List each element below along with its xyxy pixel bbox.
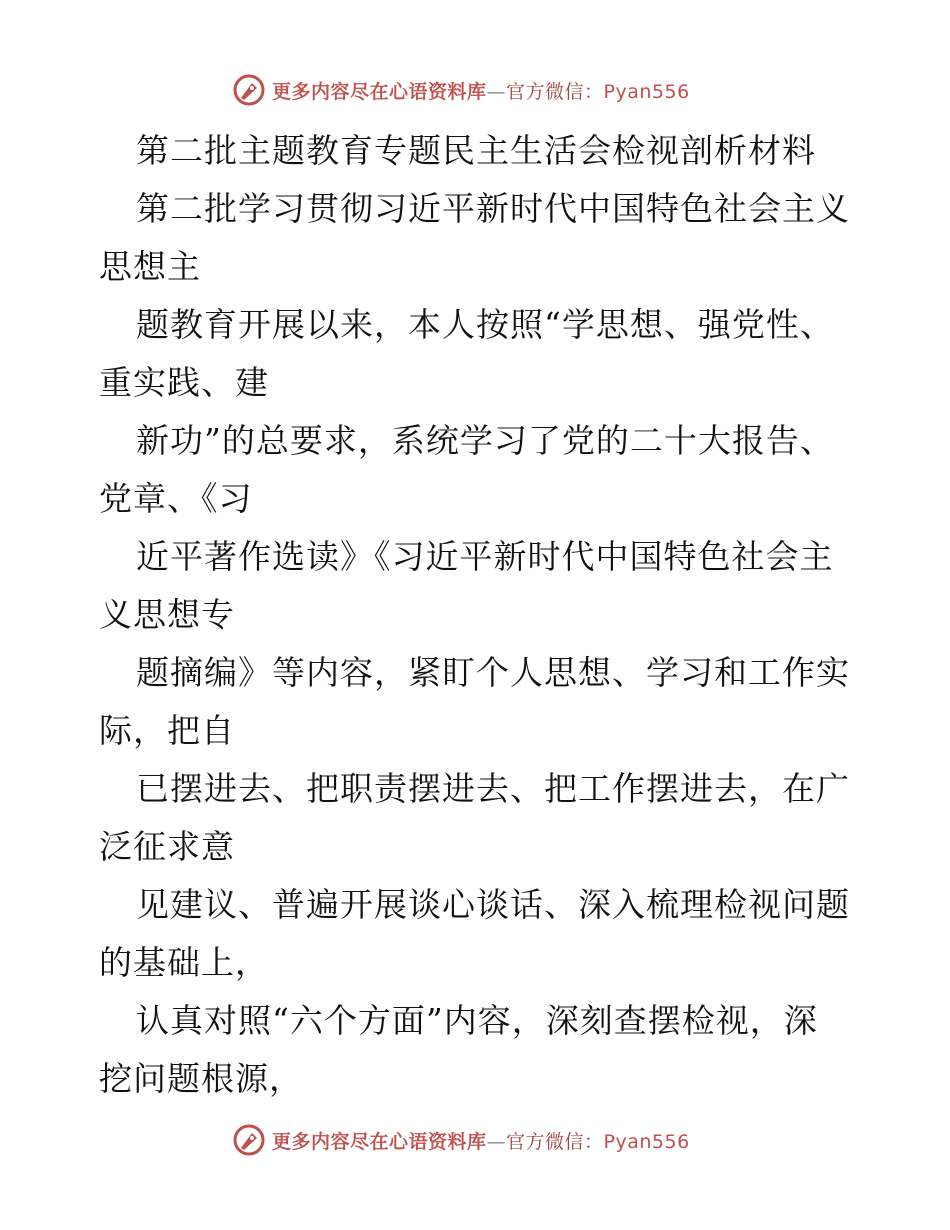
header-brand-text: 更多内容尽在心语资料库	[272, 80, 487, 103]
footer-brand-text: 更多内容尽在心语资料库	[272, 1130, 487, 1153]
footer-banner-text	[272, 1127, 690, 1154]
paragraph-line: 已摆进去、把职责摆进去、把工作摆进去，在广	[136, 769, 850, 808]
paragraph-line: 近平著作选读》《习近平新时代中国特色社会主	[136, 537, 834, 576]
paragraph-line: 第二批学习贯彻习近平新时代中国特色社会主义	[136, 189, 850, 228]
paragraph-line: 思想主	[99, 247, 201, 286]
paragraph-line: 挖问题根源，	[99, 1059, 303, 1098]
paragraph-line: 新功”的总要求，系统学习了党的二十大报告、	[136, 421, 834, 460]
header-wechat-id: Pyan556	[603, 80, 690, 103]
footer-wechat-label: 官方微信：	[506, 1130, 604, 1153]
paragraph-line: 题教育开展以来，本人按照“学思想、强党性、	[136, 305, 834, 344]
paragraph-line: 党章、《习	[99, 479, 253, 518]
document-title-line: 第二批主题教育专题民主生活会检视剖析材料	[136, 131, 816, 170]
paragraph-line: 义思想专	[99, 595, 235, 634]
pen-nib-logo-icon	[232, 73, 266, 107]
footer-banner	[232, 1120, 712, 1160]
document-body	[99, 122, 859, 1108]
header-banner	[232, 70, 712, 110]
paragraph-line: 题摘编》等内容，紧盯个人思想、学习和工作实	[136, 653, 850, 692]
paragraph-line: 见建议、普遍开展谈心谈话、深入梳理检视问题	[136, 885, 850, 924]
footer-separator: —	[486, 1130, 507, 1153]
paragraph-line: 重实践、建	[99, 363, 269, 402]
paragraph-line: 认真对照“六个方面”内容，深刻查摆检视，深	[136, 1001, 818, 1040]
header-wechat-label: 官方微信：	[506, 80, 604, 103]
paragraph-line: 际，把自	[99, 711, 235, 750]
paragraph-line: 泛征求意	[99, 827, 235, 866]
pen-nib-logo-icon	[232, 1123, 266, 1157]
header-separator: —	[486, 80, 507, 103]
footer-wechat-id: Pyan556	[603, 1130, 690, 1153]
paragraph-line: 的基础上，	[99, 943, 269, 982]
header-banner-text	[272, 77, 690, 104]
